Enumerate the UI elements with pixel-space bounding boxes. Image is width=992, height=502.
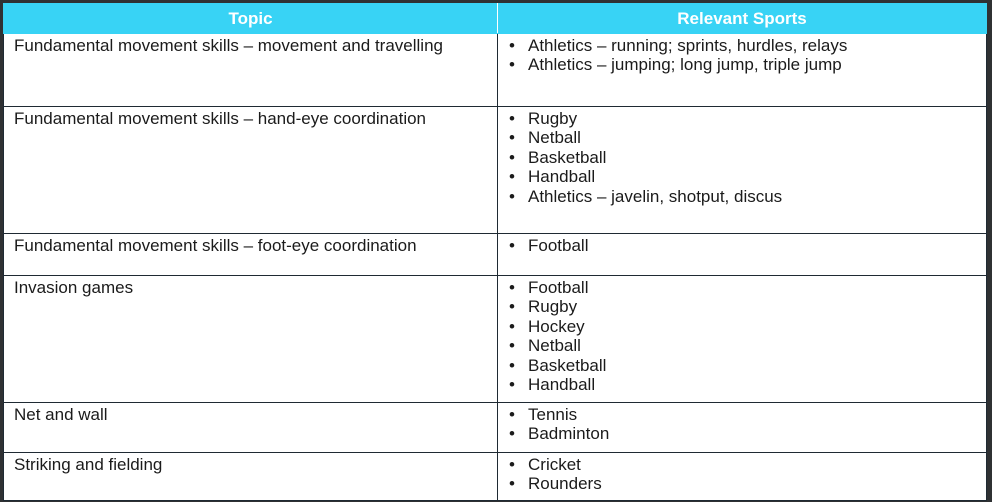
sport-label: Athletics – javelin, shotput, discus (528, 186, 783, 206)
list-item (508, 148, 976, 167)
list-item (508, 55, 976, 74)
topic-cell: Net and wall (4, 403, 498, 453)
sports-list (508, 109, 976, 206)
sports-list (508, 455, 976, 494)
list-item (508, 109, 976, 128)
sport-label: Basketball (528, 147, 607, 167)
table-row (4, 107, 987, 234)
sport-label: Handball (528, 167, 596, 187)
list-item (508, 278, 976, 297)
list-item (508, 455, 976, 474)
sports-cell (498, 276, 987, 403)
sport-label: Rugby (528, 109, 578, 128)
list-item (508, 356, 976, 375)
sport-label: Athletics – running; sprints, hurdles, relays (528, 36, 848, 55)
bullet-icon: • (509, 316, 515, 336)
bullet-icon: • (509, 55, 515, 75)
table-body (4, 34, 987, 501)
list-item (508, 424, 976, 443)
bullet-icon: • (509, 36, 515, 55)
sports-cell (498, 34, 987, 107)
sport-label: Badminton (528, 424, 610, 444)
list-item (508, 167, 976, 186)
list-item (508, 128, 976, 147)
bullet-icon: • (509, 147, 515, 167)
sport-label: Football (528, 236, 589, 255)
bullet-icon: • (509, 375, 515, 395)
topic-cell: Fundamental movement skills – movement and travelling (4, 34, 498, 107)
list-item (508, 187, 976, 206)
sport-label: Netball (528, 336, 581, 356)
sports-cell (498, 107, 987, 234)
topic-cell: Invasion games (4, 276, 498, 403)
list-item (508, 405, 976, 424)
table-row (4, 276, 987, 403)
list-item (508, 236, 976, 255)
sport-label: Cricket (528, 455, 581, 474)
relevant-sports-column-header: Relevant Sports (498, 4, 987, 34)
bullet-icon: • (509, 455, 515, 474)
sport-label: Handball (528, 375, 596, 395)
list-item (508, 474, 976, 493)
bullet-icon: • (509, 474, 515, 494)
sport-label: Rounders (528, 474, 602, 494)
sports-cell (498, 403, 987, 453)
list-item (508, 336, 976, 355)
sports-cell (498, 453, 987, 501)
sports-list (508, 405, 976, 444)
list-item (508, 36, 976, 55)
sport-label: Football (528, 278, 589, 297)
bullet-icon: • (509, 355, 515, 375)
bullet-icon: • (509, 278, 515, 297)
sport-label: Netball (528, 128, 581, 148)
list-item (508, 297, 976, 316)
table-row (4, 34, 987, 107)
bullet-icon: • (509, 186, 515, 206)
sports-list (508, 236, 976, 255)
sports-list (508, 36, 976, 75)
topic-cell: Striking and fielding (4, 453, 498, 501)
bullet-icon: • (509, 336, 515, 356)
list-item (508, 375, 976, 394)
topic-cell: Fundamental movement skills – hand-eye coordination (4, 107, 498, 234)
sport-label: Basketball (528, 355, 607, 375)
bullet-icon: • (509, 109, 515, 128)
sports-cell (498, 234, 987, 276)
sport-label: Rugby (528, 297, 578, 317)
sport-label: Tennis (528, 405, 578, 424)
topic-column-header: Topic (4, 4, 498, 34)
sport-label: Hockey (528, 316, 585, 336)
bullet-icon: • (509, 405, 515, 424)
topic-cell: Fundamental movement skills – foot-eye coordination (4, 234, 498, 276)
bullet-icon: • (509, 128, 515, 148)
bullet-icon: • (509, 167, 515, 187)
bullet-icon: • (509, 297, 515, 317)
bullet-icon: • (509, 236, 515, 255)
table-row (4, 234, 987, 276)
bullet-icon: • (509, 424, 515, 444)
table-header-row (4, 4, 987, 34)
sports-list (508, 278, 976, 394)
list-item (508, 317, 976, 336)
sports-topics-table (3, 3, 987, 501)
table-row (4, 453, 987, 501)
table-row (4, 403, 987, 453)
sport-label: Athletics – jumping; long jump, triple jump (528, 55, 842, 75)
